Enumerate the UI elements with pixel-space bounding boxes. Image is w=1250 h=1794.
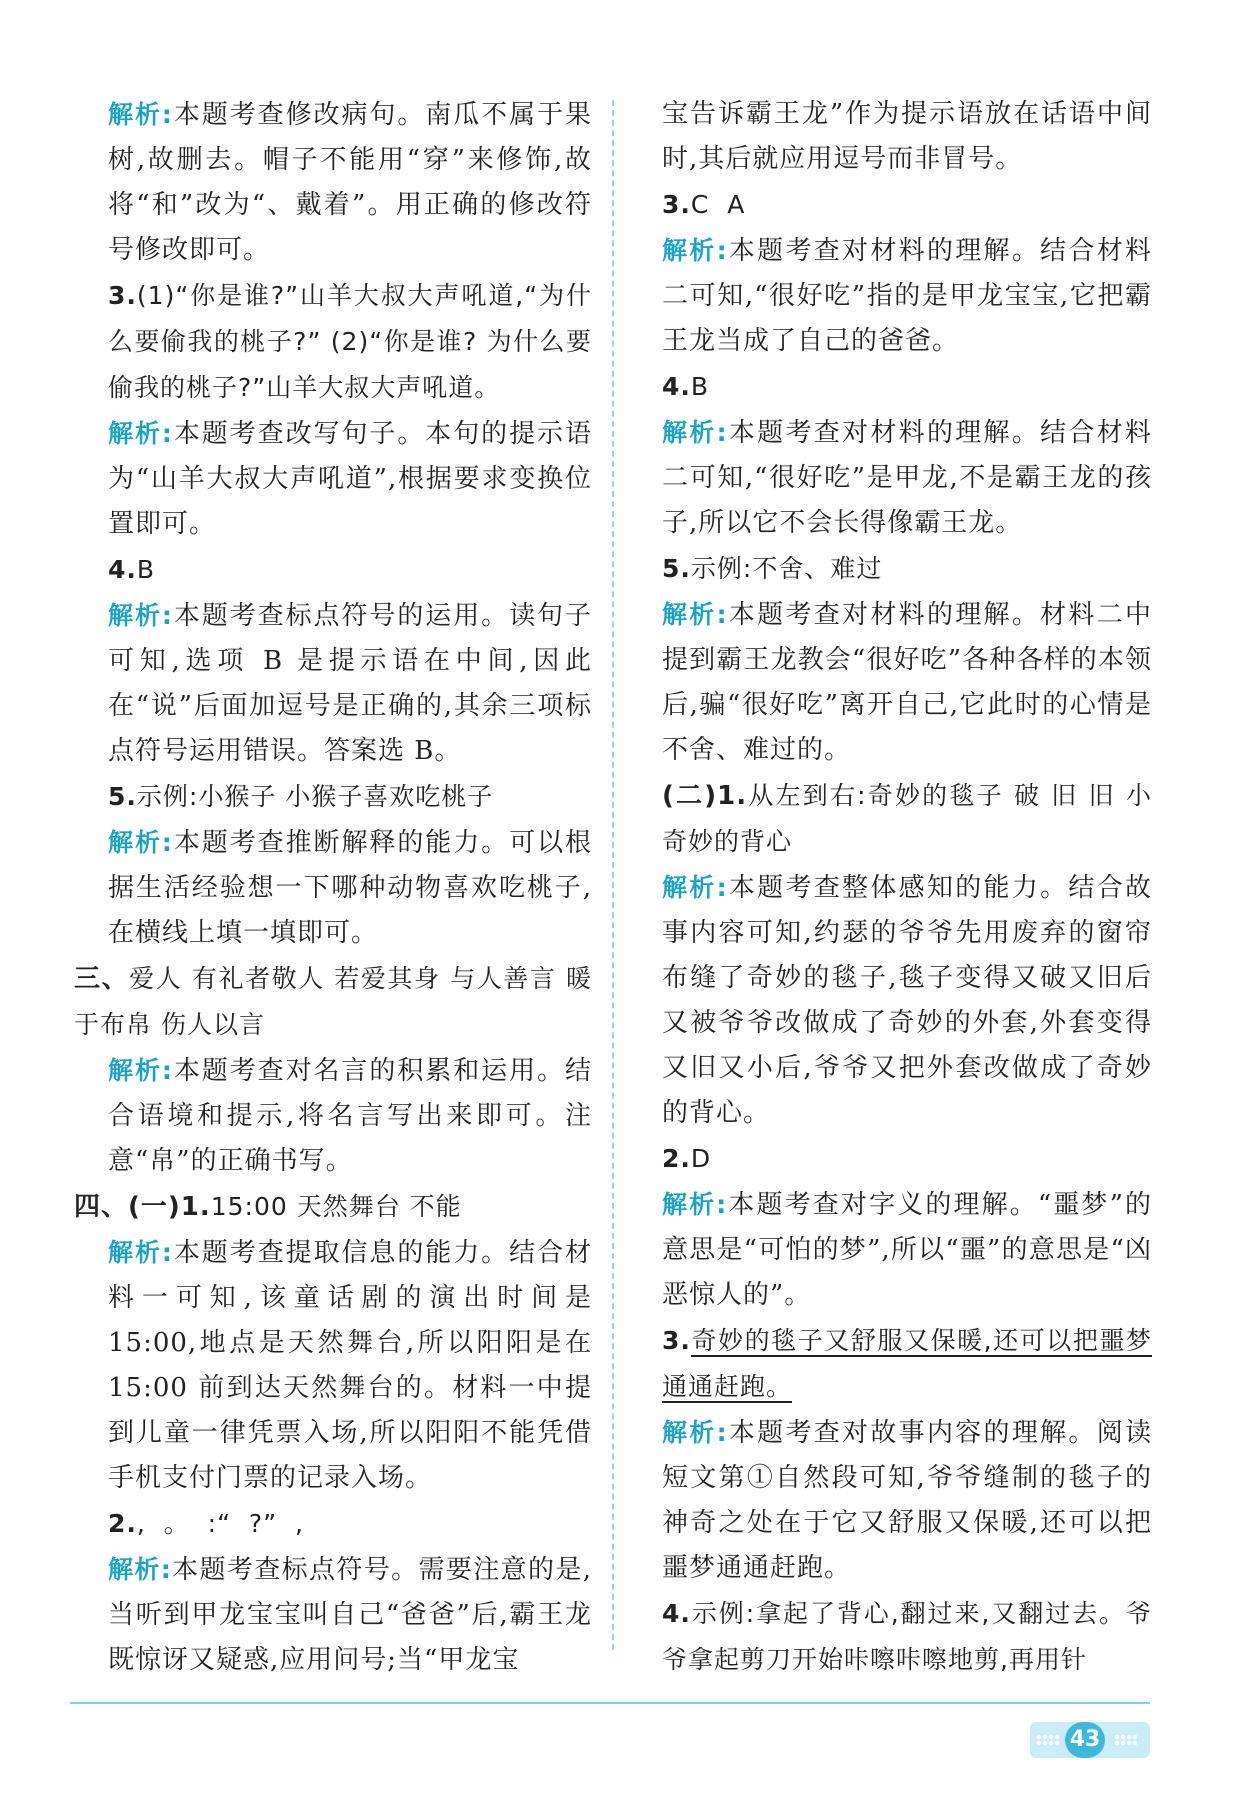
explanation-text: 宝告诉霸王龙”作为提示语放在话语中间时,其后就应用逗号而非冒号。 xyxy=(662,99,1152,174)
explanation-label: 解析: xyxy=(108,1238,173,1267)
answer-text: C A xyxy=(690,190,746,219)
question-number: 2. xyxy=(108,1509,137,1538)
explanation-text: 本题考查整体感知的能力。结合故事内容可知,约瑟的爷爷先用废弃的窗帘布缝了奇妙的毯子,毯子变得又破又旧后又被爷爷改做成了奇妙的外套,外套变得又旧又小后,爷爷又把外套改做成了奇妙的背心。 xyxy=(662,873,1152,1128)
explanation-7 xyxy=(108,1230,592,1501)
question-number: 5. xyxy=(662,554,691,583)
explanation-label: 解析: xyxy=(662,873,728,902)
explanation-text: 本题考查对故事内容的理解。阅读短文第①自然段可知,爷爷缝制的毯子的神奇之处在于它又舒服又保暖,还可以把噩梦通通赶跑。 xyxy=(662,1418,1152,1583)
page-number: 43 xyxy=(1065,1722,1105,1758)
question-number: 4. xyxy=(662,372,691,401)
explanation-8 xyxy=(108,1547,592,1683)
section-number: (二)1. xyxy=(662,781,748,811)
explanation-text: 本题考查对字义的理解。“噩梦”的意思是“可怕的梦”,所以“噩”的意思是“凶恶惊人的”。 xyxy=(662,1190,1152,1310)
answer-3 xyxy=(662,182,1152,228)
explanation-r2 xyxy=(662,410,1152,546)
explanation-label: 解析: xyxy=(662,600,728,629)
answer-2 xyxy=(662,1136,1152,1182)
explanation-4 xyxy=(108,593,592,774)
explanation-label: 解析: xyxy=(662,418,728,447)
left-column xyxy=(74,92,593,1683)
answer-text: 15:00 天然舞台 不能 xyxy=(210,1192,462,1221)
question-number: 4. xyxy=(108,555,137,584)
explanation-r4 xyxy=(662,865,1152,1136)
explanation-5 xyxy=(108,820,592,956)
section-number: 三、 xyxy=(74,964,130,994)
column-divider xyxy=(612,100,614,1650)
answer-text: (1)“你是谁?”山羊大叔大声吼道,“为什么要偷我的桃子?” (2)“你是谁? 为什么要偷我的桃子?”山羊大叔大声吼道。 xyxy=(108,281,592,402)
section-3-answer xyxy=(74,956,592,1048)
explanation-text: 本题考查标点符号。需要注意的是,当听到甲龙宝宝叫自己“爸爸”后,霸王龙既惊讶又疑惑,应用问号;当“甲龙宝 xyxy=(108,1555,593,1675)
explanation-label: 解析: xyxy=(108,1056,173,1085)
answer-text: , 。 :“ ?” , xyxy=(136,1509,304,1538)
answer-text: D xyxy=(690,1144,712,1173)
answer-3b xyxy=(662,1318,1152,1410)
answer-text: 示例:小猴子 小猴子喜欢吃桃子 xyxy=(136,782,494,811)
explanation-text: 本题考查提取信息的能力。结合材料一可知,该童话剧的演出时间是 15:00,地点是天然舞台,所以阳阳是在 15:00 前到达天然舞台的。材料一中提到儿童一律凭票入场,所以阳阳不能凭借手机支付门票的记录入场。 xyxy=(108,1238,592,1493)
answer-5 xyxy=(662,546,1152,592)
explanation-text: 本题考查对材料的理解。结合材料二可知,“很好吃”是甲龙,不是霸王龙的孩子,所以它不会长得像霸王龙。 xyxy=(662,418,1152,538)
section-2-answer xyxy=(662,773,1152,865)
explanation-3 xyxy=(108,411,592,547)
explanation-label: 解析: xyxy=(108,100,173,129)
answer-3 xyxy=(108,273,592,411)
answer-2 xyxy=(108,1501,592,1547)
question-number: 2. xyxy=(662,1144,691,1173)
footer-rule xyxy=(70,1702,1150,1704)
right-column xyxy=(662,92,1152,1683)
question-number: 3. xyxy=(662,1326,691,1355)
question-number: 5. xyxy=(108,782,137,811)
section-4-answer xyxy=(74,1184,592,1230)
explanation-label: 解析: xyxy=(662,236,728,265)
explanation-text: 本题考查改写句子。本句的提示语为“山羊大叔大声吼道”,根据要求变换位置即可。 xyxy=(108,419,592,539)
explanation-label: 解析: xyxy=(662,1418,728,1447)
answer-text: B xyxy=(136,555,156,584)
explanation-text: 本题考查修改病句。南瓜不属于果树,故删去。帽子不能用“穿”来修饰,故将“和”改为“、戴着”。用正确的修改符号修改即可。 xyxy=(108,100,592,265)
page-number-badge xyxy=(1030,1722,1150,1758)
explanation-1 xyxy=(108,92,592,273)
section-number: 四、(一)1. xyxy=(74,1192,211,1222)
question-number: 3. xyxy=(108,281,137,310)
answer-text: 从左到右:奇妙的毯子 破 旧 旧 小 奇妙的背心 xyxy=(662,781,1152,856)
explanation-r6 xyxy=(662,1410,1152,1591)
answer-5 xyxy=(108,774,592,820)
explanation-continued xyxy=(662,92,1152,182)
explanation-label: 解析: xyxy=(662,1190,728,1219)
explanation-text: 本题考查对材料的理解。材料二中提到霸王龙教会“很好吃”各种各样的本领后,骗“很好吃”离开自己,它此时的心情是不舍、难过的。 xyxy=(662,600,1152,765)
answer-4b xyxy=(662,1591,1152,1683)
explanation-6 xyxy=(108,1048,592,1184)
explanation-r3 xyxy=(662,592,1152,773)
answer-text: B xyxy=(690,372,710,401)
explanation-text: 本题考查对名言的积累和运用。结合语境和提示,将名言写出来即可。注意“帛”的正确书写。 xyxy=(108,1056,592,1176)
answer-text: 爱人 有礼者敬人 若爱其身 与人善言 暖于布帛 伤人以言 xyxy=(74,964,592,1039)
decor-dots-icon xyxy=(1114,1734,1138,1746)
explanation-text: 本题考查对材料的理解。结合材料二可知,“很好吃”指的是甲龙宝宝,它把霸王龙当成了自己的爸爸。 xyxy=(662,236,1152,356)
explanation-label: 解析: xyxy=(108,419,173,448)
question-number: 4. xyxy=(662,1599,691,1628)
answer-text: 示例:拿起了背心,翻过来,又翻过去。爷爷拿起剪刀开始咔嚓咔嚓地剪,再用针 xyxy=(662,1599,1152,1674)
answer-4 xyxy=(108,547,592,593)
explanation-text: 本题考查推断解释的能力。可以根据生活经验想一下哪种动物喜欢吃桃子,在横线上填一填即可。 xyxy=(108,828,592,948)
explanation-text: 本题考查标点符号的运用。读句子可知,选项 B 是提示语在中间,因此在“说”后面加逗号是正确的,其余三项标点符号运用错误。答案选 B。 xyxy=(108,601,592,766)
explanation-label: 解析: xyxy=(108,1555,172,1584)
explanation-r5 xyxy=(662,1182,1152,1318)
explanation-r1 xyxy=(662,228,1152,364)
answer-text-underlined: 奇妙的毯子又舒服又保暖,还可以把噩梦通通赶跑。 xyxy=(662,1326,1152,1401)
answer-4 xyxy=(662,364,1152,410)
question-number: 3. xyxy=(662,190,691,219)
explanation-label: 解析: xyxy=(108,601,173,630)
answer-text: 示例:不舍、难过 xyxy=(690,554,883,583)
decor-dots-icon xyxy=(1036,1734,1060,1746)
explanation-label: 解析: xyxy=(108,828,173,857)
